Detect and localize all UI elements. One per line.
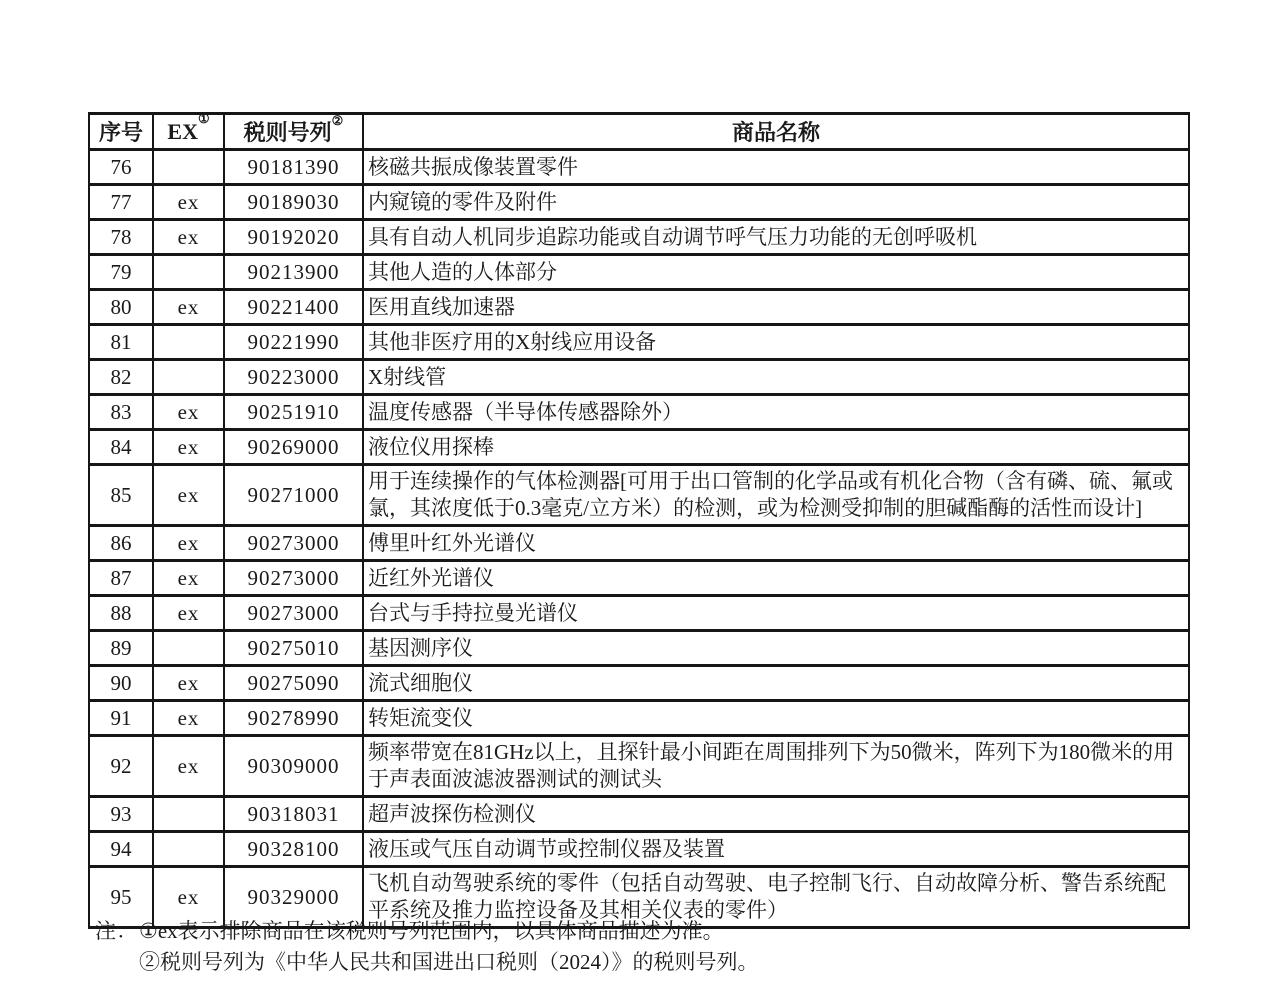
- tariff-code-cell: 90189030: [224, 185, 363, 220]
- ex-flag-cell: ex: [153, 736, 224, 797]
- ex-flag-cell: ex: [153, 290, 224, 325]
- ex-flag-cell: [153, 797, 224, 832]
- product-name-cell: 其他人造的人体部分: [363, 255, 1189, 290]
- tariff-code-cell: 90273000: [224, 596, 363, 631]
- table-row: [89, 465, 1189, 526]
- ex-flag-cell: [153, 150, 224, 185]
- table-row: [89, 797, 1189, 832]
- product-name-cell: X射线管: [363, 360, 1189, 395]
- serial-number-cell: 76: [89, 150, 153, 185]
- ex-flag-cell: [153, 360, 224, 395]
- serial-number-cell: 93: [89, 797, 153, 832]
- product-name-cell: 液位仪用探棒: [363, 430, 1189, 465]
- product-name-cell: 内窥镜的零件及附件: [363, 185, 1189, 220]
- tariff-code-cell: 90192020: [224, 220, 363, 255]
- serial-number-cell: 94: [89, 832, 153, 867]
- table-row: [89, 255, 1189, 290]
- table-row: [89, 701, 1189, 736]
- table-row: [89, 736, 1189, 797]
- product-name-cell: 具有自动人机同步追踪功能或自动调节呼气压力功能的无创呼吸机: [363, 220, 1189, 255]
- tariff-code-cell: 90221400: [224, 290, 363, 325]
- ex-flag-cell: ex: [153, 867, 224, 928]
- tariff-code-cell: 90221990: [224, 325, 363, 360]
- product-name-cell: 核磁共振成像装置零件: [363, 150, 1189, 185]
- tariff-code-cell: 90328100: [224, 832, 363, 867]
- table-row: [89, 430, 1189, 465]
- serial-number-cell: 90: [89, 666, 153, 701]
- serial-number-cell: 83: [89, 395, 153, 430]
- tariff-code-cell: 90273000: [224, 561, 363, 596]
- product-name-cell: 其他非医疗用的X射线应用设备: [363, 325, 1189, 360]
- table-row: [89, 150, 1189, 185]
- ex-flag-cell: ex: [153, 395, 224, 430]
- header-product-name: [363, 114, 1189, 150]
- footnote-line-1: ①ex表示排除商品在该税则号列范围内，以具体商品描述为准。: [139, 919, 724, 943]
- tariff-code-cell: 90273000: [224, 526, 363, 561]
- footnote-lines: [139, 916, 759, 978]
- footnote-prefix: 注：: [95, 919, 137, 943]
- product-name-cell: 液压或气压自动调节或控制仪器及装置: [363, 832, 1189, 867]
- header-tariff-code-label: 税则号列: [243, 120, 332, 145]
- tariff-code-cell: 90275090: [224, 666, 363, 701]
- footnotes: [95, 916, 759, 978]
- ex-flag-cell: [153, 255, 224, 290]
- ex-flag-cell: ex: [153, 561, 224, 596]
- ex-flag-cell: [153, 325, 224, 360]
- tariff-code-cell: 90223000: [224, 360, 363, 395]
- header-serial-number: [89, 114, 153, 150]
- tariff-code-cell: 90318031: [224, 797, 363, 832]
- serial-number-cell: 95: [89, 867, 153, 928]
- serial-number-cell: 78: [89, 220, 153, 255]
- ex-flag-cell: ex: [153, 526, 224, 561]
- serial-number-cell: 77: [89, 185, 153, 220]
- ex-flag-cell: ex: [153, 666, 224, 701]
- footnote-line-2: ②税则号列为《中华人民共和国进出口税则（2024）》的税则号列。: [139, 950, 759, 974]
- ex-flag-cell: ex: [153, 701, 224, 736]
- serial-number-cell: 88: [89, 596, 153, 631]
- table-row: [89, 290, 1189, 325]
- product-name-cell: 基因测序仪: [363, 631, 1189, 666]
- product-name-cell: 台式与手持拉曼光谱仪: [363, 596, 1189, 631]
- product-name-cell: 近红外光谱仪: [363, 561, 1189, 596]
- tariff-code-cell: 90278990: [224, 701, 363, 736]
- header-serial-number-label: 序号: [98, 120, 143, 145]
- table-row: [89, 325, 1189, 360]
- tariff-code-cell: 90269000: [224, 430, 363, 465]
- tariff-code-cell: 90271000: [224, 465, 363, 526]
- product-name-cell: 温度传感器（半导体传感器除外）: [363, 395, 1189, 430]
- product-name-cell: 转矩流变仪: [363, 701, 1189, 736]
- ex-flag-cell: ex: [153, 596, 224, 631]
- tariff-exclusion-table: [88, 112, 1190, 929]
- table-header-row: [89, 114, 1189, 150]
- header-tariff-code: [224, 114, 363, 150]
- product-name-cell: 流式细胞仪: [363, 666, 1189, 701]
- table-row: [89, 561, 1189, 596]
- product-name-cell: 飞机自动驾驶系统的零件（包括自动驾驶、电子控制飞行、自动故障分析、警告系统配平系统及推力监控设备及其相关仪表的零件）: [363, 867, 1189, 928]
- tariff-code-cell: 90309000: [224, 736, 363, 797]
- tariff-code-cell: 90181390: [224, 150, 363, 185]
- tariff-code-cell: 90213900: [224, 255, 363, 290]
- ex-flag-cell: ex: [153, 430, 224, 465]
- table-row: [89, 631, 1189, 666]
- serial-number-cell: 91: [89, 701, 153, 736]
- table-row: [89, 360, 1189, 395]
- serial-number-cell: 85: [89, 465, 153, 526]
- ex-flag-cell: ex: [153, 185, 224, 220]
- table-row: [89, 220, 1189, 255]
- tariff-code-cell: 90275010: [224, 631, 363, 666]
- table-row: [89, 526, 1189, 561]
- header-ex-footnote-mark: ①: [197, 111, 210, 127]
- serial-number-cell: 81: [89, 325, 153, 360]
- product-name-cell: 超声波探伤检测仪: [363, 797, 1189, 832]
- table-body: [89, 150, 1189, 928]
- table-row: [89, 596, 1189, 631]
- ex-flag-cell: [153, 631, 224, 666]
- header-ex-flag: [153, 111, 224, 150]
- product-name-cell: 傅里叶红外光谱仪: [363, 526, 1189, 561]
- product-name-cell: 用于连续操作的气体检测器[可用于出口管制的化学品或有机化合物（含有磷、硫、氟或氯，其浓度低于0.3毫克/立方米）的检测，或为检测受抑制的胆碱酯酶的活性而设计]: [363, 465, 1189, 526]
- header-tariff-code-footnote-mark: ②: [331, 112, 344, 128]
- table-row: [89, 832, 1189, 867]
- table-row: [89, 185, 1189, 220]
- ex-flag-cell: [153, 832, 224, 867]
- serial-number-cell: 80: [89, 290, 153, 325]
- table-row: [89, 395, 1189, 430]
- serial-number-cell: 87: [89, 561, 153, 596]
- header-product-name-label: 商品名称: [731, 120, 820, 145]
- tariff-code-cell: 90329000: [224, 867, 363, 928]
- ex-flag-cell: ex: [153, 465, 224, 526]
- serial-number-cell: 86: [89, 526, 153, 561]
- tariff-code-cell: 90251910: [224, 395, 363, 430]
- ex-flag-cell: ex: [153, 220, 224, 255]
- header-ex-label: EX: [167, 118, 198, 144]
- product-name-cell: 医用直线加速器: [363, 290, 1189, 325]
- serial-number-cell: 92: [89, 736, 153, 797]
- product-name-cell: 频率带宽在81GHz以上，且探针最小间距在周围排列下为50微米，阵列下为180微米的用于声表面波滤波器测试的测试头: [363, 736, 1189, 797]
- serial-number-cell: 82: [89, 360, 153, 395]
- table-row: [89, 666, 1189, 701]
- serial-number-cell: 89: [89, 631, 153, 666]
- serial-number-cell: 79: [89, 255, 153, 290]
- serial-number-cell: 84: [89, 430, 153, 465]
